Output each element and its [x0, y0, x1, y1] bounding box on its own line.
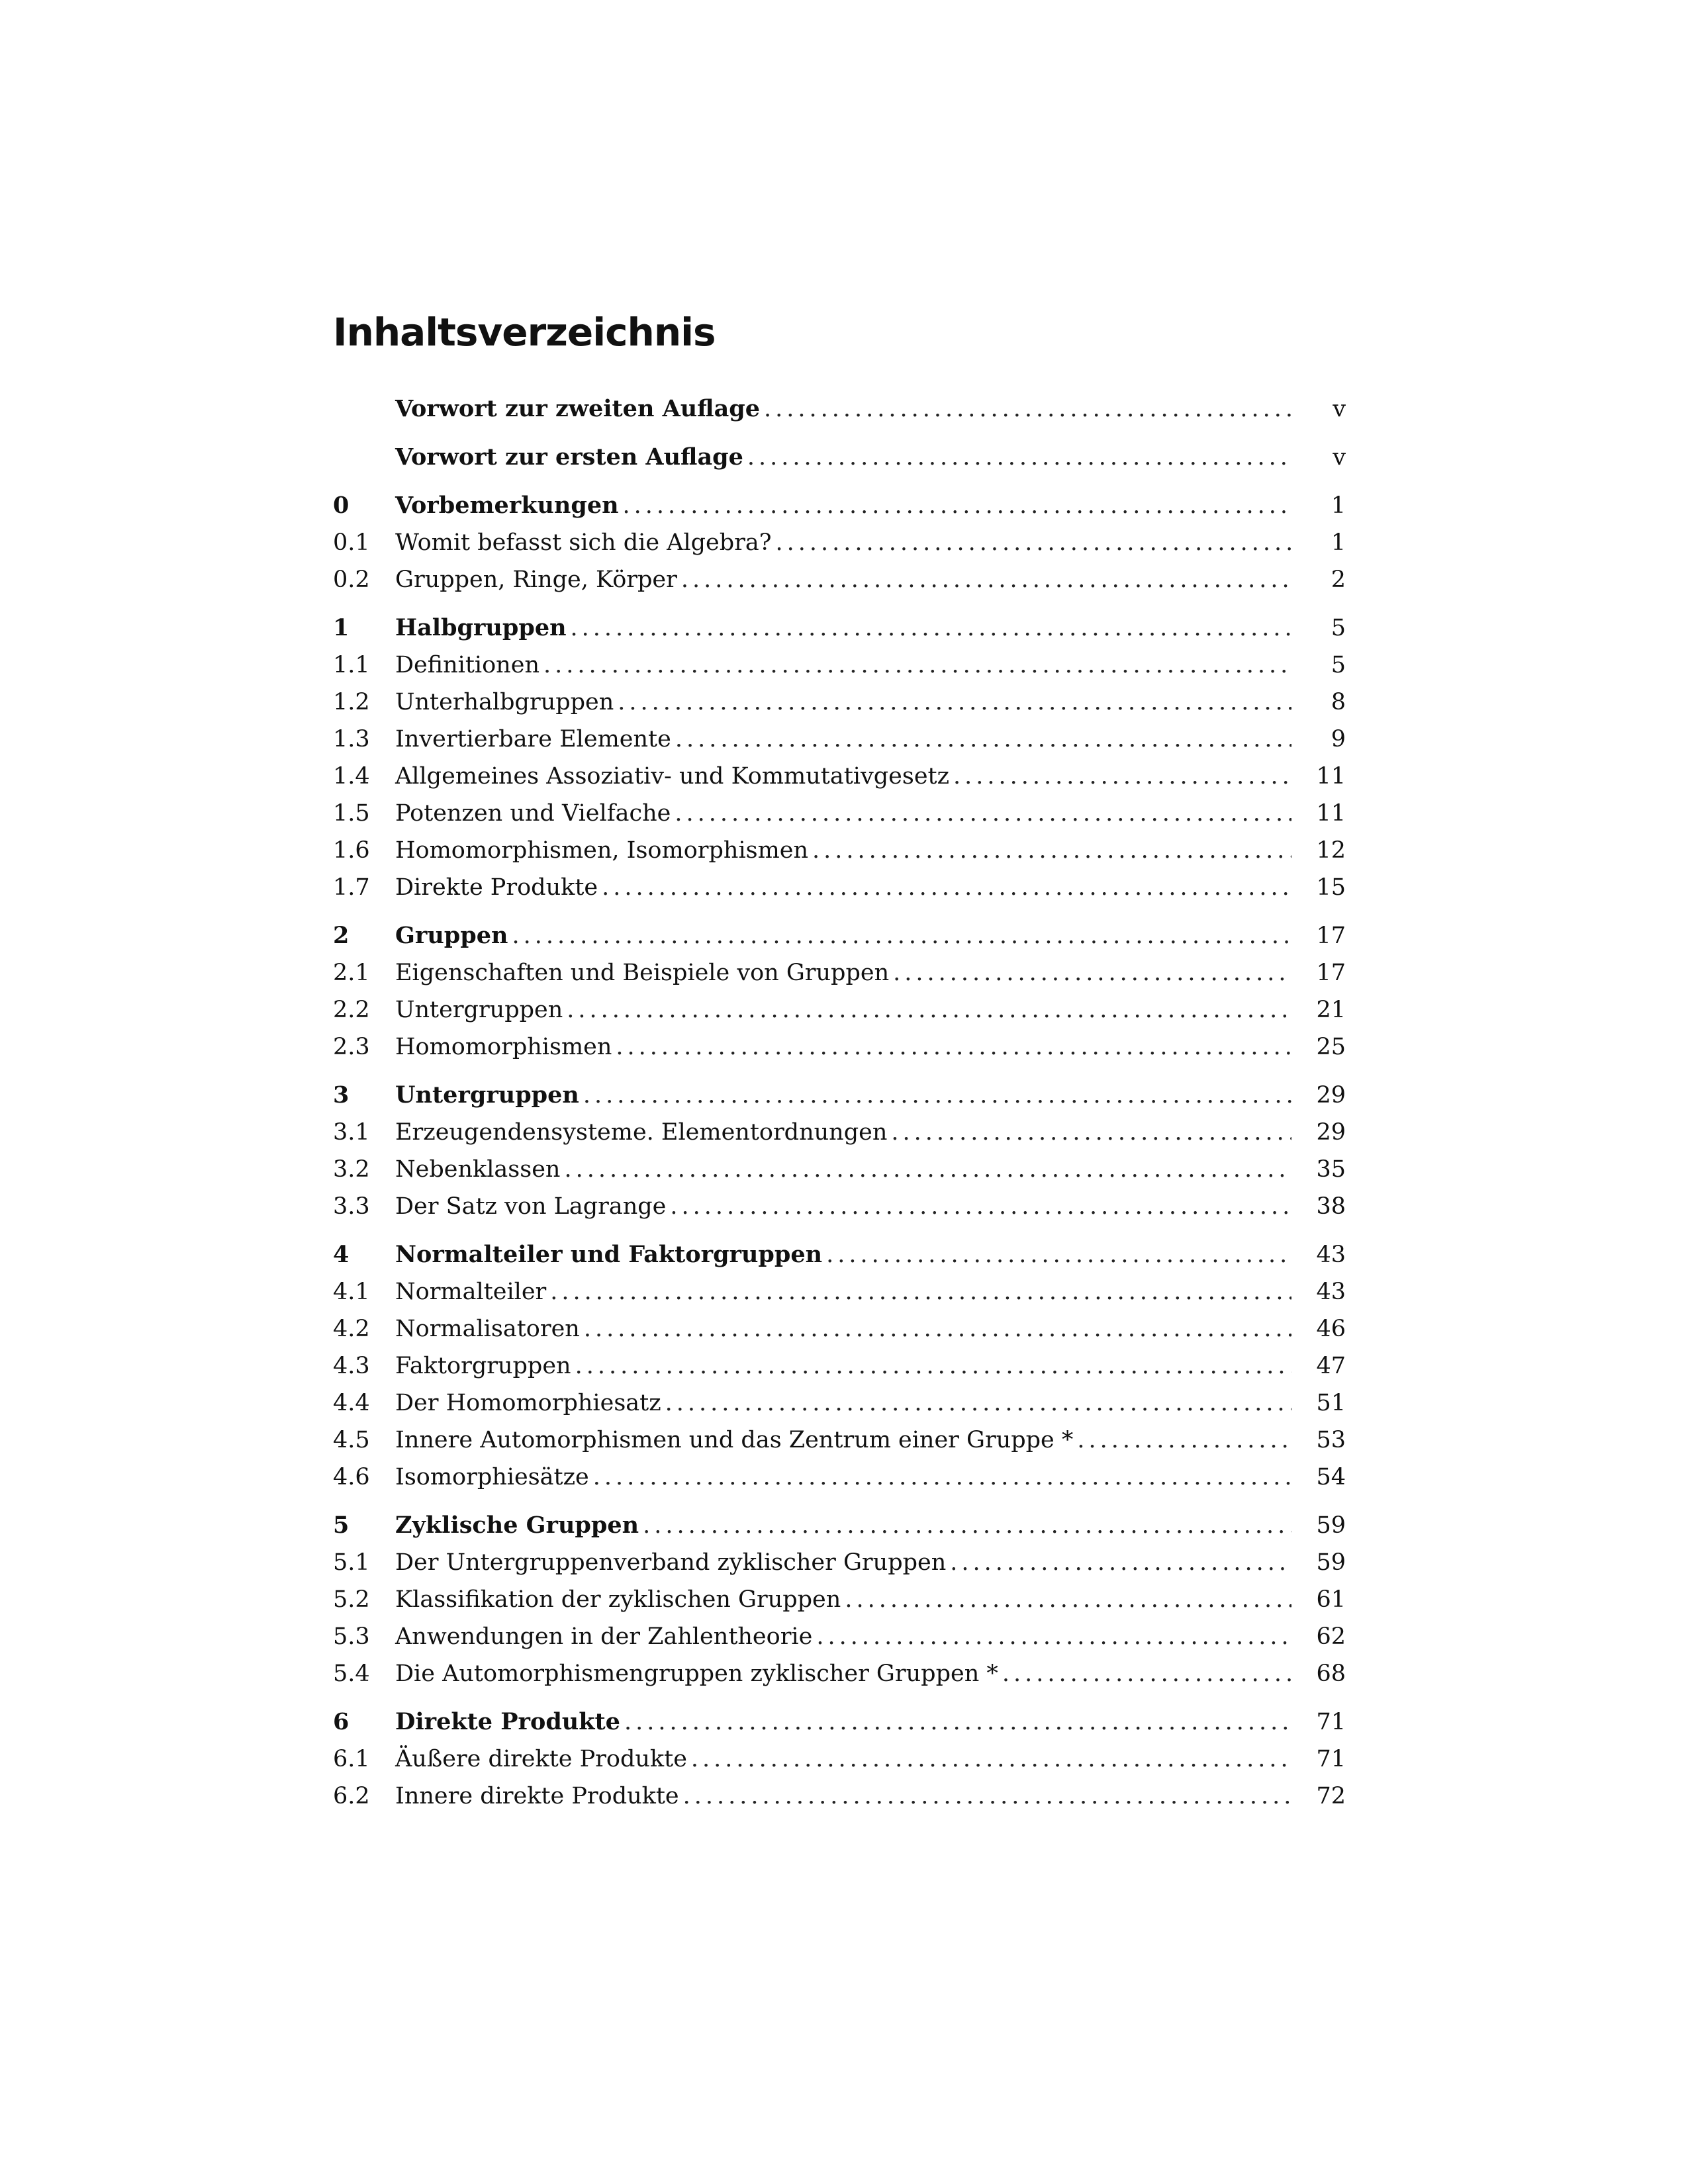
toc-entry-title: Invertierbare Elemente [395, 726, 671, 752]
toc-entry-number: 4.5 [333, 1427, 370, 1453]
toc-entry-number: 5.2 [333, 1586, 370, 1613]
toc-entry-page: 51 [1316, 1390, 1346, 1416]
toc-entry-page: 8 [1331, 689, 1346, 715]
toc-entry-number: 3 [333, 1081, 350, 1109]
toc-entry-page: 43 [1316, 1242, 1346, 1268]
toc-dot-leader [665, 1385, 1291, 1422]
toc-entry-number: 3.3 [333, 1193, 370, 1220]
toc-entry-number: 1.2 [333, 689, 370, 715]
toc-entry-page: 11 [1316, 800, 1346, 827]
toc-section-entry[interactable] [333, 1151, 1346, 1188]
toc-entry-number: 1 [333, 614, 350, 641]
toc-entry-page: 25 [1316, 1034, 1346, 1060]
toc-dot-leader [602, 869, 1291, 906]
toc-section-entry[interactable] [333, 1459, 1346, 1496]
toc-entry-title: Normalteiler [395, 1279, 547, 1305]
toc-entry-title: Der Satz von Lagrange [395, 1193, 667, 1220]
toc-entry-page: 1 [1331, 492, 1346, 519]
toc-dot-leader [1002, 1655, 1291, 1692]
toc-entry-page: 35 [1316, 1156, 1346, 1183]
toc-entry-number: 1.3 [333, 726, 370, 752]
toc-entry-number: 6.1 [333, 1746, 370, 1772]
toc-entry-title: Zyklische Gruppen [395, 1512, 639, 1539]
toc-entry-title: Normalteiler und Faktorgruppen [395, 1241, 823, 1268]
toc-chapter-entry[interactable] [333, 390, 1346, 428]
toc-entry-number: 1.4 [333, 763, 370, 790]
toc-entry-number: 1.6 [333, 837, 370, 864]
toc-entry-title: Potenzen und Vielfache [395, 800, 671, 827]
toc-entry-title: Äußere direkte Produkte [395, 1746, 687, 1772]
toc-entry-number: 5 [333, 1512, 350, 1539]
toc-entry-title: Innere Automorphismen und das Zentrum einer Gruppe * [395, 1427, 1074, 1453]
toc-entry-title: Homomorphismen, Isomorphismen [395, 837, 809, 864]
toc-entry-number: 1.5 [333, 800, 370, 827]
toc-entry-number: 5.4 [333, 1661, 370, 1687]
toc-chapter-entry[interactable] [333, 917, 1346, 954]
toc-entry-page: 17 [1316, 923, 1346, 949]
toc-entry-title: Homomorphismen [395, 1034, 612, 1060]
page-title: Inhaltsverzeichnis [333, 310, 716, 355]
toc-dot-leader [584, 1310, 1291, 1347]
toc-entry-number: 6 [333, 1708, 350, 1735]
toc-entry-page: 71 [1316, 1709, 1346, 1735]
toc-entry-page: 2 [1331, 567, 1346, 593]
toc-section-entry[interactable] [333, 1618, 1346, 1655]
toc-entry-page: 62 [1316, 1623, 1346, 1650]
toc-dot-leader [550, 1273, 1291, 1310]
toc-entry-page: 59 [1316, 1549, 1346, 1576]
toc-entry-page: 53 [1316, 1427, 1346, 1453]
toc-chapter-entry[interactable] [333, 439, 1346, 476]
toc-dot-leader [675, 795, 1291, 832]
toc-entry-title: Vorbemerkungen [395, 492, 619, 519]
toc-entry-number: 5.1 [333, 1549, 370, 1576]
toc-dot-leader [681, 561, 1291, 598]
toc-section-entry[interactable] [333, 684, 1346, 721]
toc-section-entry[interactable] [333, 1385, 1346, 1422]
toc-section-entry[interactable] [333, 561, 1346, 598]
toc-entry-page: 68 [1316, 1661, 1346, 1687]
toc-entry-number: 0.2 [333, 567, 370, 593]
toc-section-entry[interactable] [333, 954, 1346, 991]
toc-dot-leader [812, 832, 1291, 869]
toc-dot-leader [624, 1704, 1291, 1741]
toc-section-entry[interactable] [333, 758, 1346, 795]
toc-section-entry[interactable] [333, 1581, 1346, 1618]
toc-entry-title: Der Homomorphiesatz [395, 1390, 661, 1416]
toc-entry-number: 1.7 [333, 874, 370, 901]
toc-entry-number: 1.1 [333, 652, 370, 678]
toc-section-entry[interactable] [333, 1310, 1346, 1347]
toc-entry-page: 5 [1331, 652, 1346, 678]
toc-entry-page: 38 [1316, 1193, 1346, 1220]
toc-entry-title: Isomorphiesätze [395, 1464, 589, 1490]
toc-entry-title: Eigenschaften und Beispiele von Gruppen [395, 960, 890, 986]
toc-chapter-entry[interactable] [333, 610, 1346, 647]
toc-entry-title: Erzeugendensysteme. Elementordnungen [395, 1119, 888, 1146]
toc-entry-number: 4.3 [333, 1353, 370, 1379]
toc-entry-title: Nebenklassen [395, 1156, 561, 1183]
toc-entry-page: 5 [1331, 615, 1346, 641]
toc-dot-leader [691, 1741, 1291, 1778]
toc-entry-number: 2 [333, 922, 350, 949]
toc-section-entry[interactable] [333, 524, 1346, 561]
toc-entry-number: 2.2 [333, 997, 370, 1023]
toc-entry-title: Normalisatoren [395, 1316, 580, 1342]
toc-dot-leader [567, 991, 1291, 1028]
toc-entry-title: Gruppen, Ringe, Körper [395, 567, 677, 593]
toc-chapter-entry[interactable] [333, 1077, 1346, 1114]
toc-entry-title: Untergruppen [395, 997, 563, 1023]
toc-entry-page: 46 [1316, 1316, 1346, 1342]
toc-section-entry[interactable] [333, 1347, 1346, 1385]
toc-section-entry[interactable] [333, 1114, 1346, 1151]
toc-dot-leader [826, 1236, 1291, 1273]
toc-dot-leader [893, 954, 1291, 991]
toc-entry-page: v [1333, 396, 1346, 422]
toc-entry-number: 2.1 [333, 960, 370, 986]
toc-dot-leader [543, 647, 1291, 684]
toc-entry-page: v [1333, 444, 1346, 471]
toc-dot-leader [675, 721, 1291, 758]
toc-section-entry[interactable] [333, 1422, 1346, 1459]
toc-chapter-entry[interactable] [333, 1704, 1346, 1741]
toc-entry-number: 4.1 [333, 1279, 370, 1305]
toc-section-entry[interactable] [333, 869, 1346, 906]
toc-entry-number: 4.4 [333, 1390, 370, 1416]
toc-section-entry[interactable] [333, 991, 1346, 1028]
toc-dot-leader [776, 524, 1291, 561]
toc-chapter-entry[interactable] [333, 1236, 1346, 1273]
toc-entry-page: 21 [1316, 997, 1346, 1023]
toc-entry-number: 3.1 [333, 1119, 370, 1146]
toc-dot-leader [564, 1151, 1291, 1188]
toc-dot-leader [623, 487, 1291, 524]
toc-section-entry[interactable] [333, 1655, 1346, 1692]
toc-section-entry[interactable] [333, 832, 1346, 869]
toc-dot-leader [583, 1077, 1291, 1114]
toc-entry-page: 54 [1316, 1464, 1346, 1490]
toc-entry-page: 29 [1316, 1119, 1346, 1146]
toc-entry-page: 71 [1316, 1746, 1346, 1772]
toc-section-entry[interactable] [333, 1273, 1346, 1310]
toc-entry-title: Der Untergruppenverband zyklischer Gruppen [395, 1549, 947, 1576]
toc-dot-leader [845, 1581, 1291, 1618]
toc-entry-page: 1 [1331, 529, 1346, 556]
toc-dot-leader [670, 1188, 1291, 1225]
toc-section-entry[interactable] [333, 795, 1346, 832]
toc-chapter-entry[interactable] [333, 1507, 1346, 1544]
toc-section-entry[interactable] [333, 1028, 1346, 1066]
toc-entry-page: 59 [1316, 1512, 1346, 1539]
toc-entry-title: Womit befasst sich die Algebra? [395, 529, 772, 556]
toc-dot-leader [747, 439, 1291, 476]
toc-section-entry[interactable] [333, 1778, 1346, 1815]
toc-entry-title: Direkte Produkte [395, 874, 598, 901]
toc-entry-title: Unterhalbgruppen [395, 689, 614, 715]
toc-entry-page: 43 [1316, 1279, 1346, 1305]
toc-entry-number: 2.3 [333, 1034, 370, 1060]
toc-dot-leader [816, 1618, 1291, 1655]
toc-entry-number: 4.6 [333, 1464, 370, 1490]
toc-dot-leader [512, 917, 1291, 954]
toc-section-entry[interactable] [333, 647, 1346, 684]
toc-entry-title: Gruppen [395, 922, 508, 949]
toc-entry-title: Anwendungen in der Zahlentheorie [395, 1623, 813, 1650]
toc-dot-leader [571, 610, 1291, 647]
toc-entry-number: 3.2 [333, 1156, 370, 1183]
toc-entry-title: Innere direkte Produkte [395, 1783, 679, 1809]
toc-entry-page: 15 [1316, 874, 1346, 901]
toc-entry-number: 4 [333, 1241, 350, 1268]
toc-entry-title: Allgemeines Assoziativ- und Kommutativgesetz [395, 763, 950, 790]
toc-dot-leader [683, 1778, 1291, 1815]
toc-dot-leader [618, 684, 1291, 721]
toc-entry-number: 4.2 [333, 1316, 370, 1342]
toc-entry-title: Halbgruppen [395, 614, 567, 641]
toc-entry-number: 0.1 [333, 529, 370, 556]
toc-entry-page: 9 [1331, 726, 1346, 752]
toc-entry-page: 17 [1316, 960, 1346, 986]
toc-entry-page: 72 [1316, 1783, 1346, 1809]
toc-entry-title: Klassifikation der zyklischen Gruppen [395, 1586, 841, 1613]
toc-dot-leader [950, 1544, 1291, 1581]
toc-entry-title: Vorwort zur ersten Auflage [395, 443, 743, 471]
toc-entry-page: 29 [1316, 1082, 1346, 1109]
toc-chapter-entry[interactable] [333, 487, 1346, 524]
toc-entry-page: 61 [1316, 1586, 1346, 1613]
toc-dot-leader [764, 390, 1291, 428]
toc-entry-page: 12 [1316, 837, 1346, 864]
toc-entry-title: Definitionen [395, 652, 539, 678]
toc-dot-leader [593, 1459, 1291, 1496]
toc-dot-leader [575, 1347, 1291, 1385]
toc-entry-number: 5.3 [333, 1623, 370, 1650]
toc-entry-title: Direkte Produkte [395, 1708, 620, 1735]
toc-dot-leader [891, 1114, 1291, 1151]
toc-entry-page: 11 [1316, 763, 1346, 790]
toc-section-entry[interactable] [333, 1188, 1346, 1225]
toc-entry-number: 0 [333, 492, 350, 519]
toc-dot-leader [616, 1028, 1291, 1066]
table-of-contents [333, 390, 1346, 1815]
toc-entry-title: Faktorgruppen [395, 1353, 571, 1379]
toc-entry-title: Vorwort zur zweiten Auflage [395, 395, 761, 422]
toc-entry-title: Die Automorphismengruppen zyklischer Gruppen * [395, 1661, 998, 1687]
toc-section-entry[interactable] [333, 721, 1346, 758]
toc-entry-title: Untergruppen [395, 1081, 579, 1109]
toc-section-entry[interactable] [333, 1741, 1346, 1778]
toc-entry-page: 47 [1316, 1353, 1346, 1379]
toc-entry-number: 6.2 [333, 1783, 370, 1809]
toc-dot-leader [1077, 1422, 1291, 1459]
toc-section-entry[interactable] [333, 1544, 1346, 1581]
toc-dot-leader [643, 1507, 1291, 1544]
toc-dot-leader [953, 758, 1291, 795]
